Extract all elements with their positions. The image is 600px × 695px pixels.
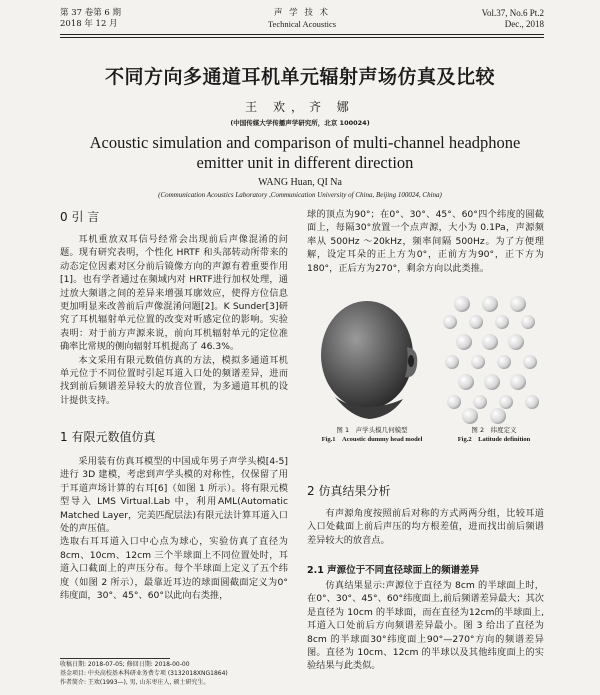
source-sphere [523,355,537,369]
volume-en: Vol.37, No.6 Pt.2 [481,8,544,18]
figure-2-latitude [440,292,546,424]
header-center [60,8,544,30]
source-sphere [497,355,511,369]
source-sphere [482,334,498,350]
title-en: Acoustic simulation and comparison of multi-channel headphone emitter unit in different direction [89,133,521,172]
date-en: Dec., 2018 [504,19,544,29]
source-sphere [456,334,472,350]
fem-body [60,455,288,602]
fig1-caption-cn: 图 1 声学头模几何模型 [336,426,408,434]
figure-2-caption [440,426,548,444]
source-sphere [490,408,506,424]
source-sphere [443,315,457,329]
source-sphere [447,395,461,409]
source-sphere [521,315,535,329]
running-header [60,8,544,34]
volume-cn: 第 37 卷第 6 期 [60,8,122,18]
footnote-received: 收稿日期: 2018-07-05; 修回日期: 2018-00-00 [60,661,190,668]
source-sphere [525,395,539,409]
source-sphere [445,355,459,369]
source-sphere [508,334,524,350]
fem-heading: 1 有限元数值仿真 [60,430,156,444]
intro-body [60,233,288,407]
source-sphere [495,315,509,329]
source-sphere [458,374,474,390]
head-shape [321,301,413,409]
source-sphere [454,296,470,312]
intro-heading: 0 引 言 [60,210,100,224]
date-cn: 2018 年 12 月 [60,19,118,29]
fig2-caption-cn: 图 2 纬度定义 [471,426,517,434]
figure-1-dummy-head [307,295,432,423]
header-rule [60,34,544,35]
fem-paragraph-2: 选取右耳耳道入口中心点为球心，实验仿真了直径为 8cm、10cm、12cm 三个半球面上不同位置处时，耳道入口截面上的声压分布。每个半球面上定义了五个纬度（如图 2 所示），最靠近耳边的球面圆截面定义为0°纬度面，30°、45°、60°以此向右类推， [60,536,288,602]
right-paragraph-1: 球的顶点为90°；在0°、30°、45°、60°四个纬度的圆截面上，每隔30°放置一个点声源，大小为 0.1Pa，声源频率从 500Hz ～20kHz，频率间隔 500Hz。为了方便理解，设定耳朵的正上方为0°，正前方为90°，正下方为180°，正后方为270°，剩余方向以此类推。 [307,209,544,274]
authors-en: WANG Huan, QI Na [258,177,342,188]
fem-paragraph-1: 采用装有仿真耳模型的中国成年男子声学头模[4-5]进行 3D 建模，考虑到声学头模的对称性，仅保留了用于耳道声场计算的右耳[6]（如图 1 所示）。将有限元模型导入 LMS Virtual.Lab 中，利用AML(Automatic Matched Layer，完美匹配层法)有限元法计算耳道入口处的声压值。 [60,456,288,535]
results-paragraph-2: 仿真结果显示:声源位于直径为 8cm 的半球面上时，在0°、30°、45°、60°纬度面上,前后频谱差异最大；其次是直径为 10cm 的半球面，而在直径为12cm的半球面上,耳道入口处前后方向频谱差异最小。图 3 给出了直径为 8cm 的半球面30°纬度面上90°—270°方向的频谱差异图。直径为 10cm、12cm 的半球以及其他纬度面上的实验结果与此类似。 [307,580,544,672]
source-sphere [510,296,526,312]
results-body [307,507,544,547]
fig1-caption-en: Fig.1 Acoustic dummy head model [321,436,423,443]
footnote [60,660,290,687]
footnote-rule [60,658,170,659]
source-sphere [484,374,500,390]
source-sphere [471,355,485,369]
ear-canal [408,355,414,367]
fig2-caption-en: Fig.2 Latitude definition [457,436,531,443]
intro-paragraph-2: 本文采用有限元数值仿真的方法，模拟多通道耳机单元位于不同位置时引起耳道入口处的频谱差异，进而找到前后频谱差异较大的放音位置，为多通道耳机的设计提供支持。 [60,354,288,406]
affiliation-cn: (中国传媒大学传播声学研究所，北京 100024) [230,119,370,127]
title-cn: 不同方向多通道耳机单元辐射声场仿真及比较 [104,66,495,88]
results-heading: 2 仿真结果分析 [307,484,391,498]
results-subheading: 2.1 声源位于不同直径球面上的频谱差异 [307,565,480,576]
header-rule-thin [60,37,544,38]
authors-cn: 王 欢，齐 娜 [245,100,355,114]
header-right [482,8,544,30]
journal-name-en: Technical Acoustics [267,19,337,29]
source-sphere [482,296,498,312]
source-sphere [499,395,513,409]
intro-paragraph-1: 耳机重放双耳信号经常会出现前后声像混淆的问题。现有研究表明，个性化 HRTF 和头部转动所带来的动态定位因素对区分前后镜像方向的声源有着重要作用[1]。也有学者通过在频域内对 HRTF进行加权处理，通过放大频谱之间的差异来增强耳廓效应，使得方位信息更加明显来改善前后声像混淆问题[2]。K Sunder[3]研究了耳机辐射单元位置的改变对听感定位的影响。实验表明：对于前方声源来说，前向耳机辐射单元的定位准确率比常规的侧向辐射耳机提高了 46.3%。 [60,234,288,353]
source-sphere [462,408,478,424]
footnote-funding: 基金项目: 中央高校基本科研业务费专项 (3132018XNG1864) [60,670,228,677]
journal-name-cn: 声 学 技 术 [273,8,331,18]
results-body-2 [307,579,544,673]
source-sphere [469,315,483,329]
right-body-top [307,208,544,275]
footnote-author: 作者简介: 王欢(1993—), 男, 山东枣庄人, 硕士研究生。 [60,679,210,686]
source-sphere [473,395,487,409]
results-paragraph-1: 有声源角度按照前后对称的方式两两分组，比较耳道入口处截面上前后声压的均方根差值，进而找出前后频谱差异较大的放音点。 [307,508,544,546]
figure-1-caption [307,426,437,444]
affiliation-en: (Communication Acoustics Laboratory ,Communication University of China, Beijing 100024, China) [158,191,442,199]
source-sphere [510,374,526,390]
